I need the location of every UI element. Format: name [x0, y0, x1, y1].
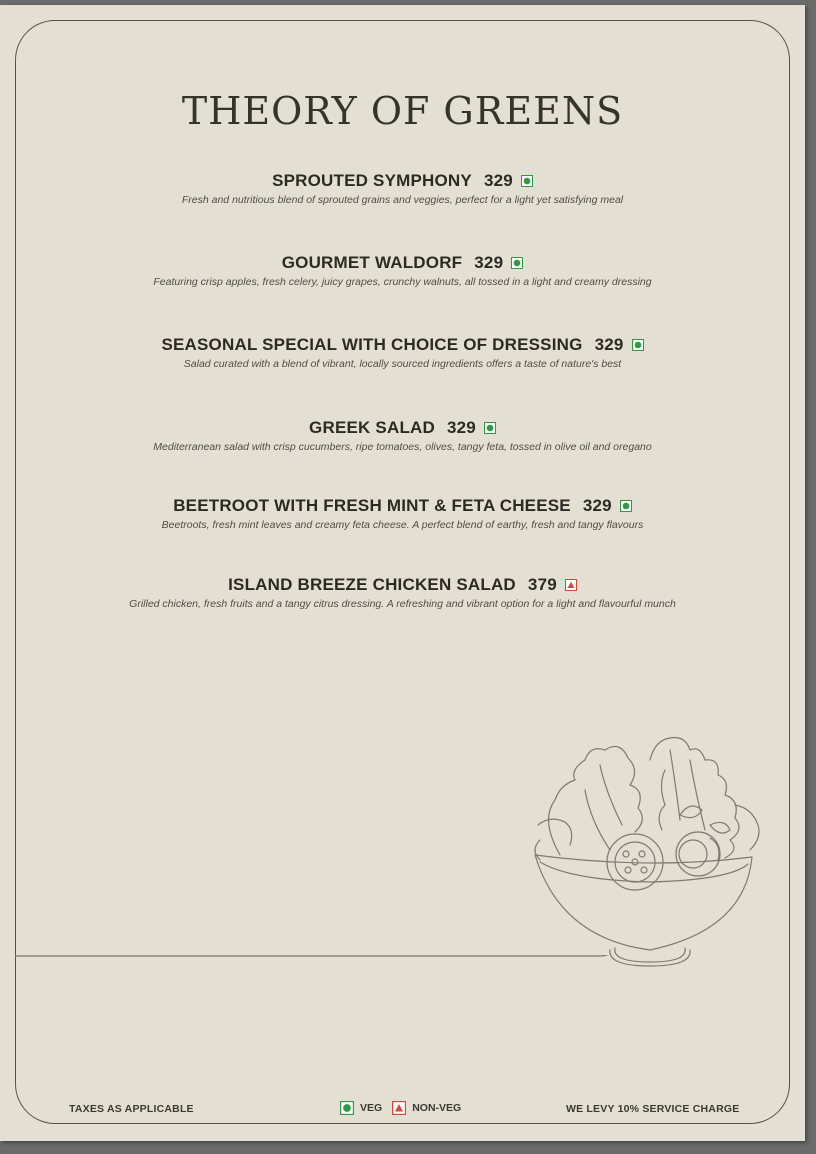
item-description: Fresh and nutritious blend of sprouted grains and veggies, perfect for a light yet satisfying meal — [181, 194, 624, 206]
salad-bowl-illustration — [530, 730, 770, 975]
veg-icon — [340, 1101, 354, 1115]
item-price: 329 — [582, 496, 612, 515]
item-name: SPROUTED SYMPHONY — [272, 171, 472, 190]
menu-item — [0, 335, 805, 371]
diet-legend — [340, 1101, 471, 1115]
item-description: Salad curated with a blend of vibrant, locally sourced ingredients offers a taste of nature's best — [183, 358, 622, 370]
menu-item — [0, 253, 805, 289]
item-name: GOURMET WALDORF — [281, 253, 463, 272]
menu-item — [0, 418, 805, 454]
item-description: Grilled chicken, fresh fruits and a tangy citrus dressing. A refreshing and vibrant option for a light and flavourful munch — [129, 598, 676, 610]
item-name: SEASONAL SPECIAL WITH CHOICE OF DRESSING — [161, 335, 583, 354]
taxes-note: TAXES AS APPLICABLE — [69, 1103, 194, 1115]
veg-icon — [620, 500, 632, 512]
item-description: Beetroots, fresh mint leaves and creamy feta cheese. A perfect blend of earthy, fresh and tangy flavours — [161, 519, 644, 531]
service-charge-note: WE LEVY 10% SERVICE CHARGE — [566, 1103, 740, 1115]
menu-item — [0, 496, 805, 532]
item-price: 329 — [474, 253, 504, 272]
non-veg-icon — [392, 1101, 406, 1115]
veg-icon — [511, 257, 523, 269]
item-name: GREEK SALAD — [309, 418, 435, 437]
item-description: Mediterranean salad with crisp cucumbers, ripe tomatoes, olives, tangy feta, tossed in olive oil and oregano — [153, 441, 652, 453]
veg-icon — [521, 175, 533, 187]
item-price: 329 — [483, 171, 513, 190]
menu-item — [0, 171, 805, 207]
item-description: Featuring crisp apples, fresh celery, juicy grapes, crunchy walnuts, all tossed in a light and creamy dressing — [153, 276, 652, 288]
item-name: BEETROOT WITH FRESH MINT & FETA CHEESE — [173, 496, 571, 515]
non-veg-label: NON-VEG — [412, 1102, 462, 1114]
veg-label: VEG — [360, 1102, 383, 1114]
item-price: 379 — [527, 575, 557, 594]
item-price: 329 — [594, 335, 624, 354]
floor-line — [15, 955, 615, 975]
veg-icon — [632, 339, 644, 351]
menu-title: THEORY OF GREENS — [181, 89, 624, 133]
menu-page — [0, 5, 805, 1141]
item-price: 329 — [446, 418, 476, 437]
item-name: ISLAND BREEZE CHICKEN SALAD — [228, 575, 516, 594]
menu-item — [0, 575, 805, 611]
non-veg-icon — [565, 579, 577, 591]
veg-icon — [484, 422, 496, 434]
